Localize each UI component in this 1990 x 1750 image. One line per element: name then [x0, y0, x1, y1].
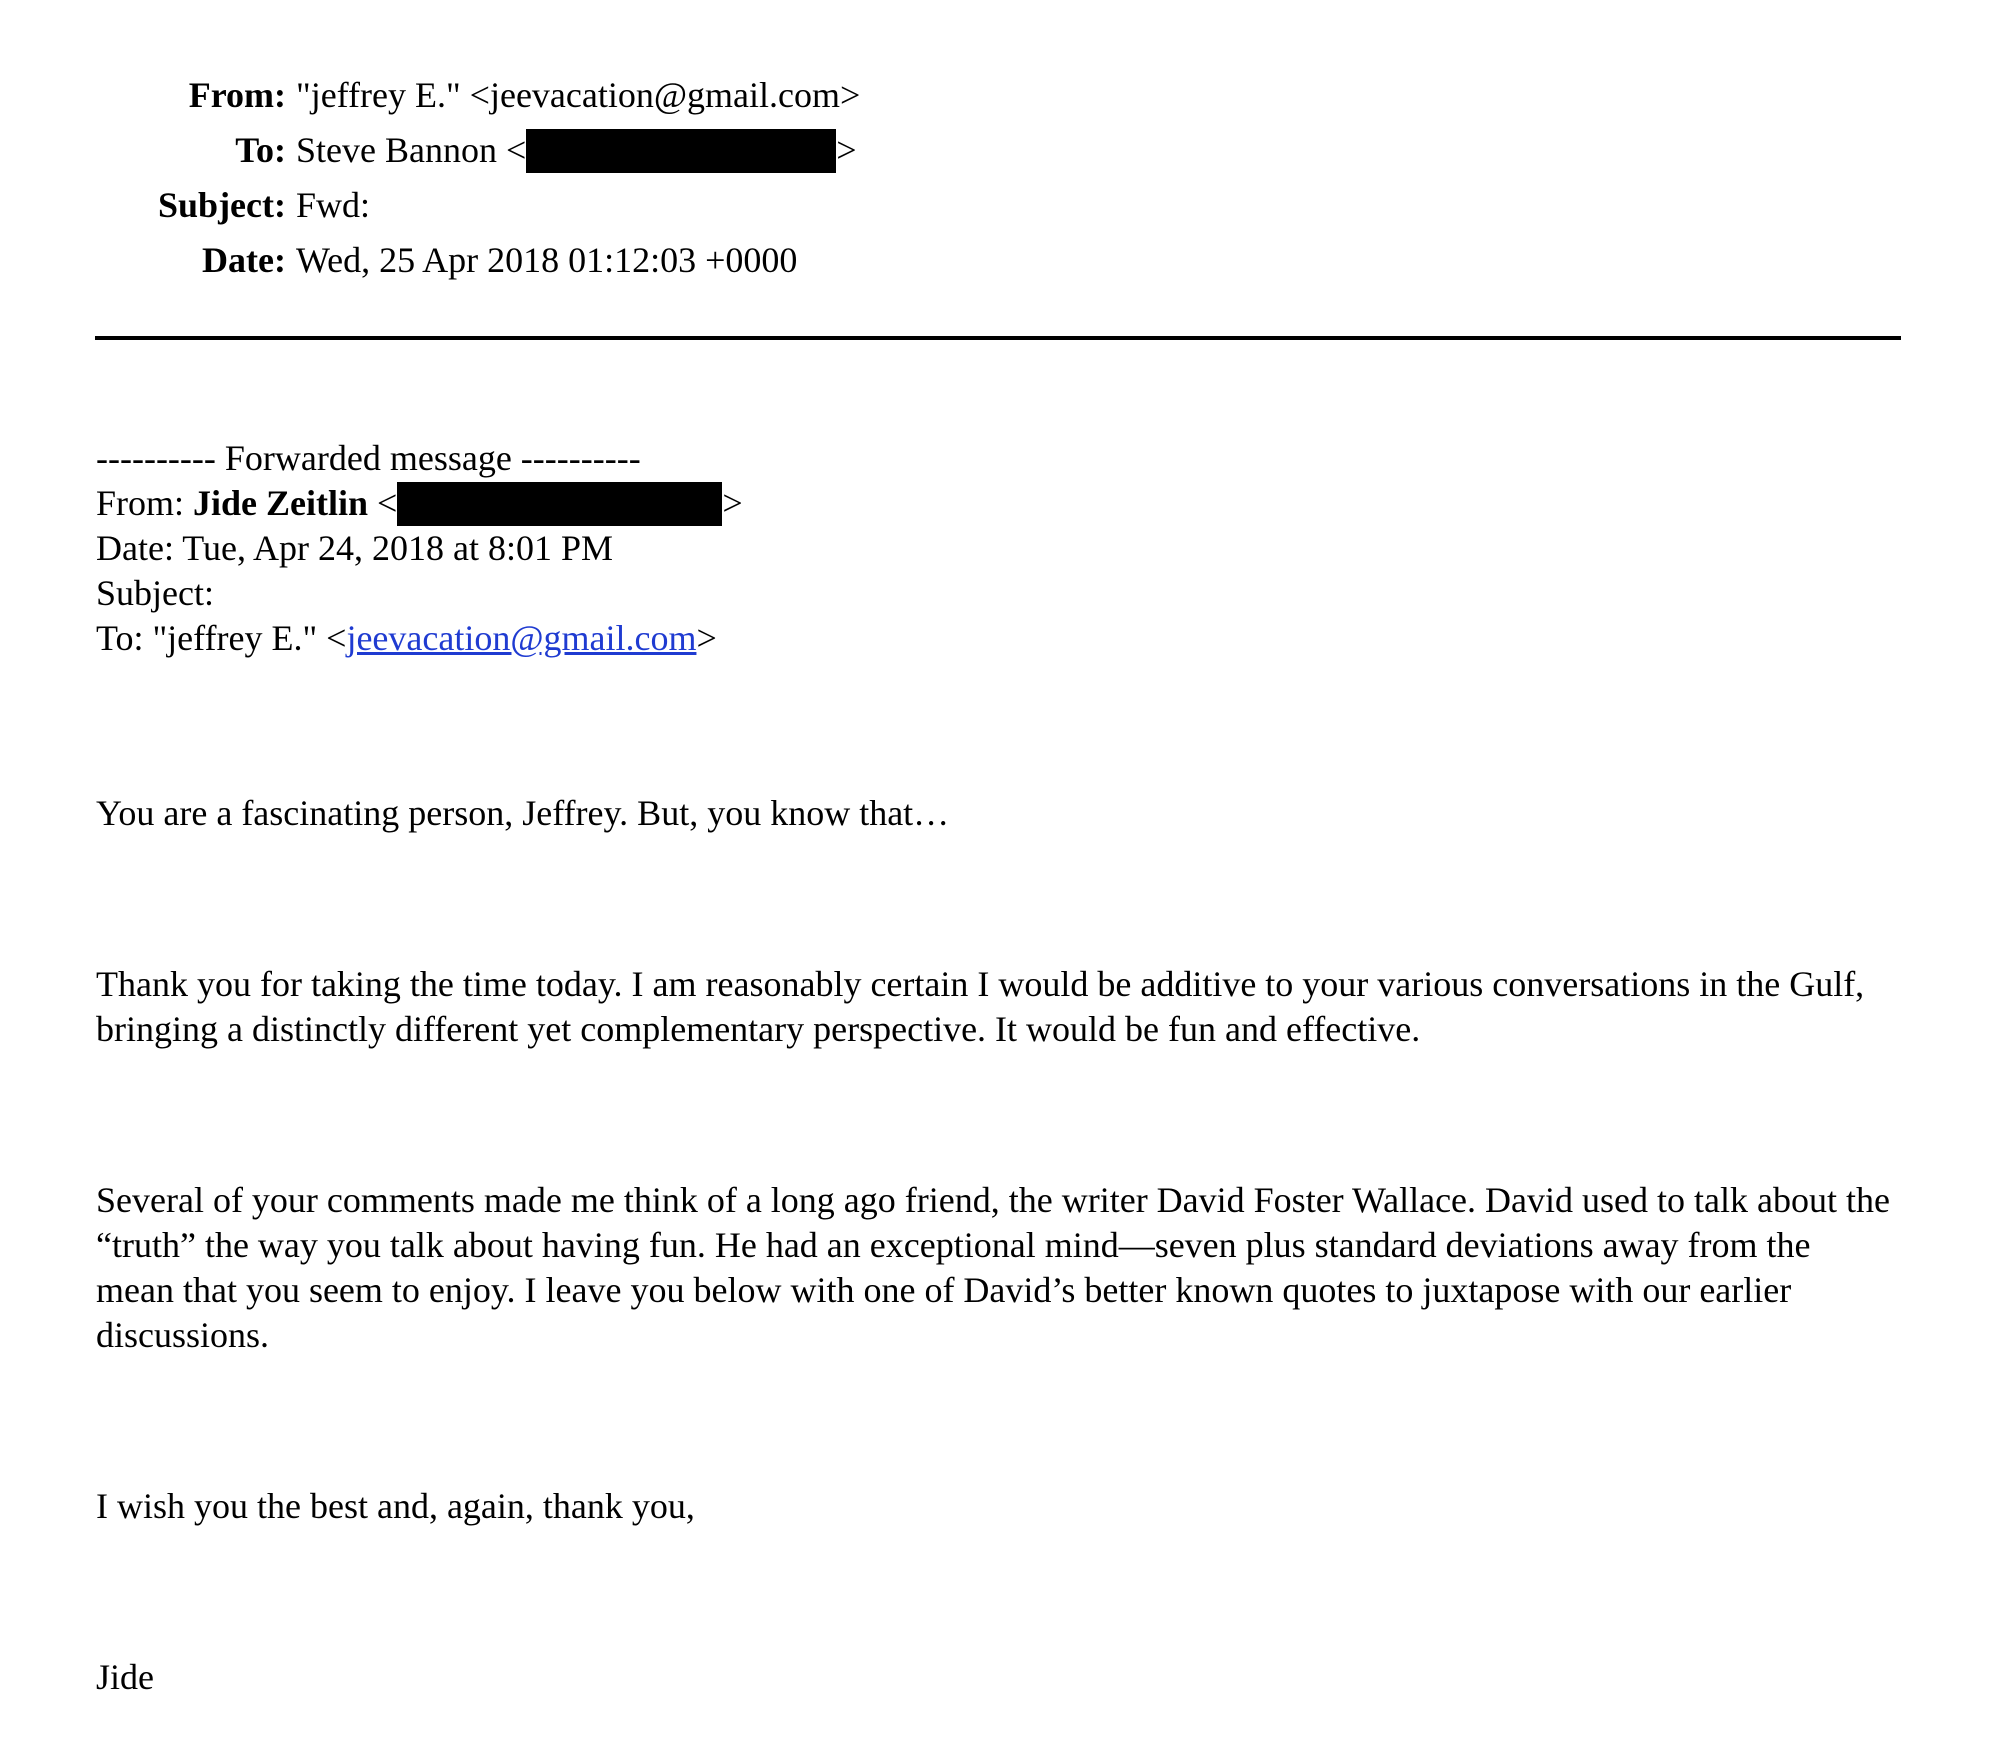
header-to-row [96, 123, 860, 178]
forwarded-from-open: < [368, 483, 398, 523]
header-from-value: "jeffrey E." <jeevacation@gmail.com> [296, 75, 861, 115]
email-header [96, 68, 860, 288]
forwarded-to-prefix: To: "jeffrey E." < [96, 618, 347, 658]
forwarded-from-close: > [722, 483, 743, 523]
header-subject-label: Subject: [158, 185, 286, 225]
forwarded-separator: ---------- Forwarded message ---------- [96, 438, 641, 478]
header-date-value: Wed, 25 Apr 2018 01:12:03 +0000 [296, 240, 798, 280]
header-divider [95, 336, 1901, 340]
header-to-close: > [836, 130, 857, 170]
header-date-row [96, 233, 860, 288]
header-from-row [96, 68, 860, 123]
header-subject-value: Fwd: [296, 185, 371, 225]
redaction-bar [397, 482, 722, 526]
forwarded-to-line [96, 616, 743, 661]
forwarded-from-line [96, 481, 743, 526]
forwarded-from-prefix: From: [96, 483, 194, 523]
body-paragraph: I wish you the best and, again, thank you, [96, 1486, 695, 1526]
forwarded-date-line: Date: Tue, Apr 24, 2018 at 8:01 PM [96, 528, 614, 568]
body-paragraph: You are a fascinating person, Jeffrey. But, you know that… [96, 793, 950, 833]
header-subject-row [96, 178, 860, 233]
forwarded-subject-line: Subject: [96, 573, 214, 613]
header-from-label: From: [188, 75, 286, 115]
body-paragraph: Thank you for taking the time today. I am reasonably certain I would be additive to your various conversations in the Gulf, bringing a distinctly different yet complementary perspective. It would be fun and effective. [96, 964, 1865, 1049]
header-to-name: Steve Bannon < [296, 130, 527, 170]
forwarded-to-close: > [696, 618, 717, 658]
signature: Jide [96, 1657, 154, 1697]
body-paragraph: Several of your comments made me think of a long ago friend, the writer David Foster Wallace. David used to talk about the “truth” the way you talk about having fun. He had an exceptional mind—seven plus standard deviations away from the mean that you seem to enjoy. I leave you below with one of David’s better known quotes to juxtapose with our earlier discussions. [96, 1180, 1890, 1355]
forwarded-message-block [96, 436, 743, 661]
header-to-label: To: [235, 130, 286, 170]
redaction-bar [526, 129, 836, 173]
header-to-value [296, 123, 857, 178]
forwarded-to-email-link[interactable]: jeevacation@gmail.com [346, 618, 697, 658]
forwarded-from-name: Jide Zeitlin [193, 483, 369, 523]
header-date-label: Date: [202, 240, 286, 280]
